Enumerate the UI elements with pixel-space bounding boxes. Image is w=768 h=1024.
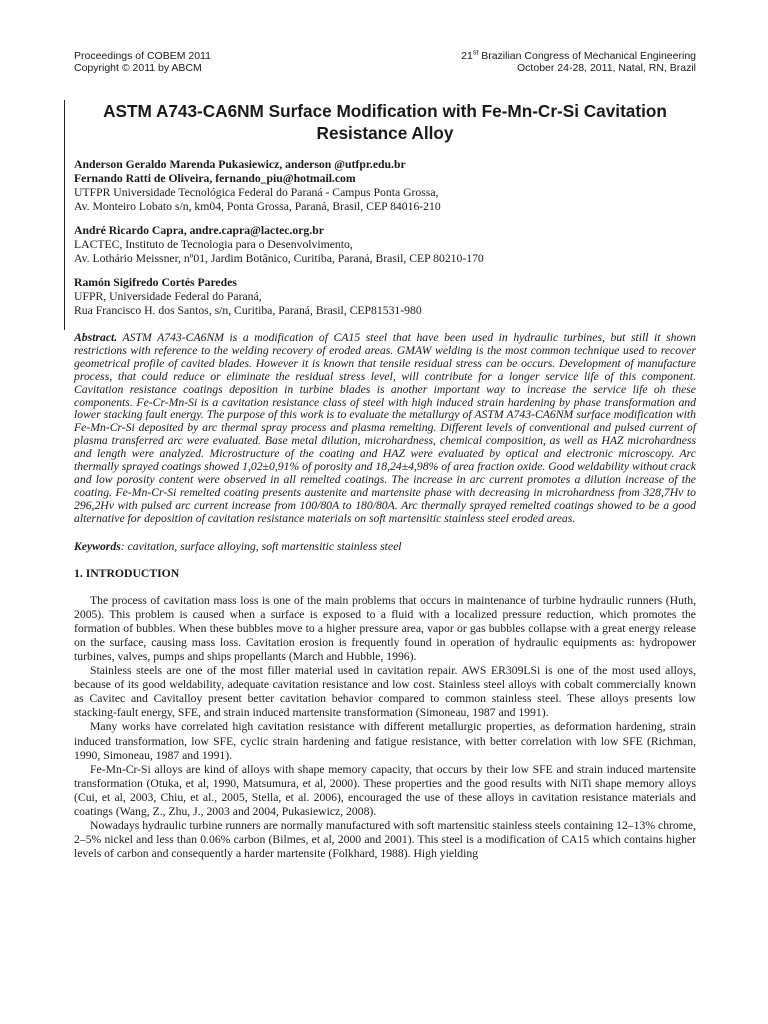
affiliation-line: Av. Monteiro Lobato s/n, km04, Ponta Grossa, Paraná, Brasil, CEP 84016-210 <box>74 200 441 213</box>
author-name: Fernando Ratti de Oliveira, fernando_piu@hotmail.com <box>74 172 356 185</box>
author-block <box>74 158 696 214</box>
header-left <box>74 50 211 74</box>
congress-line <box>461 50 696 62</box>
paper-title: ASTM A743-CA6NM Surface Modification with Fe-Mn-Cr-Si Cavitation Resistance Alloy <box>103 101 667 143</box>
congress-name: Brazilian Congress of Mechanical Engineering <box>478 50 696 62</box>
affiliation-line: Rua Francisco H. dos Santos, s/n, Curitiba, Paraná, Brasil, CEP81531-980 <box>74 304 422 317</box>
body-paragraph: Many works have correlated high cavitation resistance with different metallurgic properties, as deformation hardening, strain induced transformation, low SFE, cyclic strain hardening and fatigue resistance, with better correlation with low SFE (Richman, 1990, Simoneau, 1987 and 1991). <box>74 720 696 762</box>
body-paragraph: The process of cavitation mass loss is one of the main problems that occurs in maintenance of turbine hydraulic runners (Huth, 2005). This problem is caused when a surface is exposed to a fluid with a localized pressure reduction, which promotes the formation of bubbles. When these bubbles move to a higher pressure area, vapor or gas bubbles collapse with a great energy release on the surface, causing mass loss. Cavitation erosion is frequently found in operation of hydraulic equipments as: hydropower turbines, valves, pumps and ships propellants (March and Hubble, 1996). <box>74 593 696 663</box>
author-name: Ramón Sigifredo Cortés Paredes <box>74 276 237 289</box>
author-block <box>74 224 696 266</box>
abstract <box>74 332 696 526</box>
abstract-label: Abstract. <box>74 331 118 344</box>
body-paragraph: Nowadays hydraulic turbine runners are normally manufactured with soft martensitic stainless steels containing 12–13% chrome, 2–5% nickel and less than 0.06% carbon (Bilmes, et al, 2000 and 2001). This steel is a modification of CA15 which contains higher levels of carbon and consequently a harder martensite (Folkhard, 1988). High yielding <box>74 819 696 861</box>
author-name: André Ricardo Capra, andre.capra@lactec.org.br <box>74 224 324 237</box>
paper-body <box>74 100 696 861</box>
congress-number: 21 <box>461 50 473 62</box>
copyright-line: Copyright © 2011 by ABCM <box>74 62 202 74</box>
keywords-label: Keywords <box>74 539 121 553</box>
margin-rule <box>64 100 65 330</box>
body-paragraph: Fe-Mn-Cr-Si alloys are kind of alloys with shape memory capacity, that occurs by their low SFE and strain induced martensite transformation (Otuka, et al, 1990, Matsumura, et al, 2000). These properties and the good results with NiTi shape memory alloys (Cui, et al, 2003, Chiu, et al., 2005, Stella, et al. 2006), encouraged the use of these alloys in cavitation resistance materials and coatings (Wang, Z., Zhu, J., 2003 and 2004, Pukasiewicz, 2008). <box>74 762 696 818</box>
author-name: Anderson Geraldo Marenda Pukasiewicz, anderson @utfpr.edu.br <box>74 158 406 171</box>
section-heading: 1. INTRODUCTION <box>74 566 180 580</box>
author-block <box>74 276 696 318</box>
keywords-text: : cavitation, surface alloying, soft martensitic stainless steel <box>120 539 402 553</box>
affiliation-line: Av. Lothário Meissner, nº01, Jardim Botânico, Curitiba, Paraná, Brasil, CEP 80210-170 <box>74 252 484 265</box>
congress-date-line: October 24-28, 2011, Natal, RN, Brazil <box>517 62 696 74</box>
header-right <box>461 50 696 74</box>
affiliation-line: UFPR, Universidade Federal do Paraná, <box>74 290 262 303</box>
body-paragraph: Stainless steels are one of the most filler material used in cavitation repair. AWS ER309LSi is one of the most used alloys, because of its good weldability, adequate cavitation resistance and low cost. Stainless steel alloys with cobalt commercially known as Cavitec and Cavitalloy present better cavitation behavior compared to common stainless steel. These alloys presents low stacking-fault energy, SFE, and strain induced martensite transformation (Simoneau, 1987 and 1991). <box>74 664 696 720</box>
affiliation-line: LACTEC, Instituto de Tecnologia para o Desenvolvimento, <box>74 238 353 251</box>
congress-ordinal: st <box>472 49 479 57</box>
abstract-text: ASTM A743-CA6NM is a modification of CA15 steel that have been used in hydraulic turbines, but still it shown restrictions with reference to the welding recovery of eroded areas. GMAW welding is the most common technique used to recover geometrical profile of cavited blades. However it is known that tensile residual stress can be occurs. Development of manufacture process, that could reduce or eliminate the residual stress level, will contribute for a longer service life of this component. Cavitation resistance coatings deposition in turbine blades is another important way to increase the service life oh these components. Fe-Cr-Mn-Si is a cavitation resistance class of steel with high induced strain hardening by phase transformation and lower stacking fault energy. The purpose of this work is to evaluate the metallurgy of ASTM A743-CA6NM surface modification with Fe-Mn-Cr-Si deposited by arc thermal spray process and plasma remelting. Different levels of conventional and pulsed current of plasma transferred arc were evaluated. Base metal dilution, microhardness, chemical composition, as well as HAZ microhardness and length were analyzed. Microstructure of the coating and HAZ were evaluated by optical and electronic microscopy. Arc thermally sprayed coatings showed 1,02±0,91% of porosity and 18,24±4,98% of area fraction oxide. Good weldability without crack and low porosity content were observed in all remelted coatings. The increase in arc current promotes a dilution increase of the coating. Fe-Mn-Cr-Si remelted coating presents austenite and martensite phase with decreasing in microhardness from 328,7Hv to 296,2Hv with pulsed arc current increase from 100/80A to 180/80A. Arc thermally sprayed remelted coatings showed to be a good alternative for deposition of cavitation resistance materials on soft martensitic stainless steel eroded areas. <box>74 331 696 525</box>
proceedings-line: Proceedings of COBEM 2011 <box>74 50 211 62</box>
affiliation-line: UTFPR Universidade Tecnológica Federal do Paraná - Campus Ponta Grossa, <box>74 186 439 199</box>
keywords <box>74 540 696 554</box>
